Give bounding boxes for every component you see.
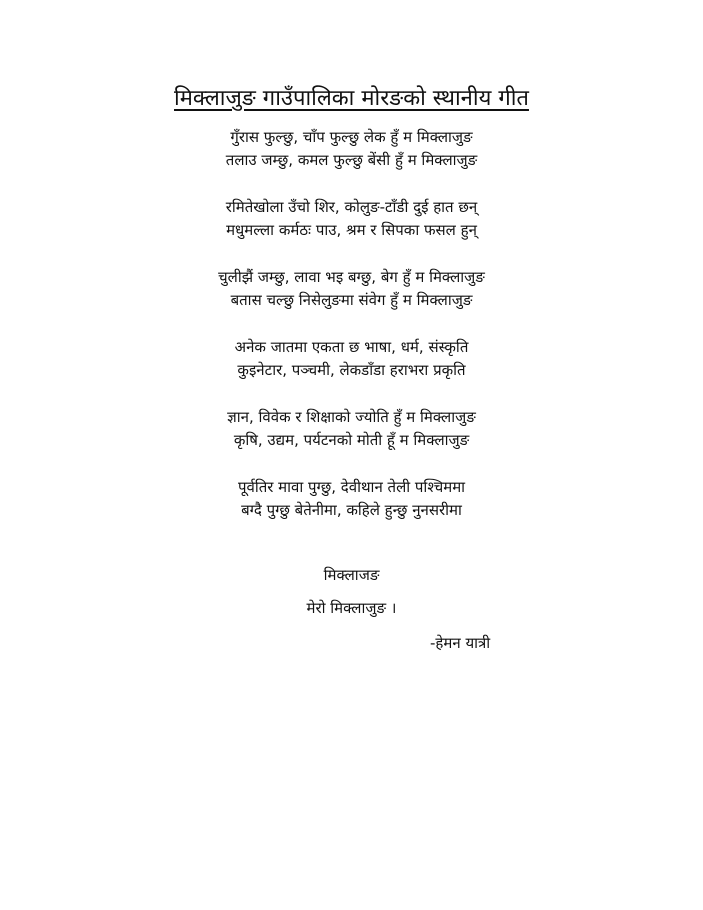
verse-line: बतास चल्छु निसेलुङमा संवेग हुँ म मिक्लाजुङ (230, 291, 473, 309)
verse-line: तलाउ जम्छु, कमल फुल्छु बेंसी हुँ म मिक्लाजुङ (225, 151, 478, 169)
verse-line: चुलीझैं जम्छु, लावा भइ बग्छु, बेग हुँ म मिक्लाजुङ (218, 268, 485, 286)
stanza-2 (0, 196, 703, 242)
stanza-1 (0, 126, 703, 172)
verse-line: पूर्वतिर मावा पुग्छु, देवीथान तेली पश्चिममा (237, 478, 466, 496)
verse-line: गुँरास फुल्छु, चाँप फुल्छु लेक हुँ म मिक्लाजुङ (230, 128, 473, 146)
song-title: मिक्लाजुङ गाउँपालिका मोरङको स्थानीय गीत (174, 86, 529, 111)
verse-line: कृषि, उद्यम, पर्यटनको मोती हूँ म मिक्लाजुङ (233, 431, 470, 449)
stanza-5 (0, 406, 703, 452)
verse-line: अनेक जातमा एकता छ भाषा, धर्म, संस्कृति (234, 338, 469, 356)
verse-line: कुइनेटार, पञ्चमी, लेकडाँडा हराभरा प्रकृति (237, 361, 466, 379)
verse-line: मधुमल्ला कर्मठः पाउ, श्रम र सिपका फसल हुन् (226, 221, 477, 239)
stanza-4 (0, 336, 703, 382)
song-body (0, 126, 703, 546)
author-credit: -हेमन यात्री (430, 634, 491, 652)
verse-line: ज्ञान, विवेक र शिक्षाको ज्योति हुँ म मिक्लाजुङ (227, 408, 476, 426)
verse-line: बग्दै पुग्छु बेतेनीमा, कहिले हुन्छु नुनसरीमा (241, 501, 462, 519)
stanza-6 (0, 476, 703, 522)
stanza-3 (0, 266, 703, 312)
refrain-line: मिक्लाजङ (323, 566, 380, 584)
refrain-line: मेरो मिक्लाजुङ । (306, 599, 397, 617)
verse-line: रमितेखोला उँचो शिर, कोलुङ-टाँडी दुई हात छन् (225, 198, 478, 216)
